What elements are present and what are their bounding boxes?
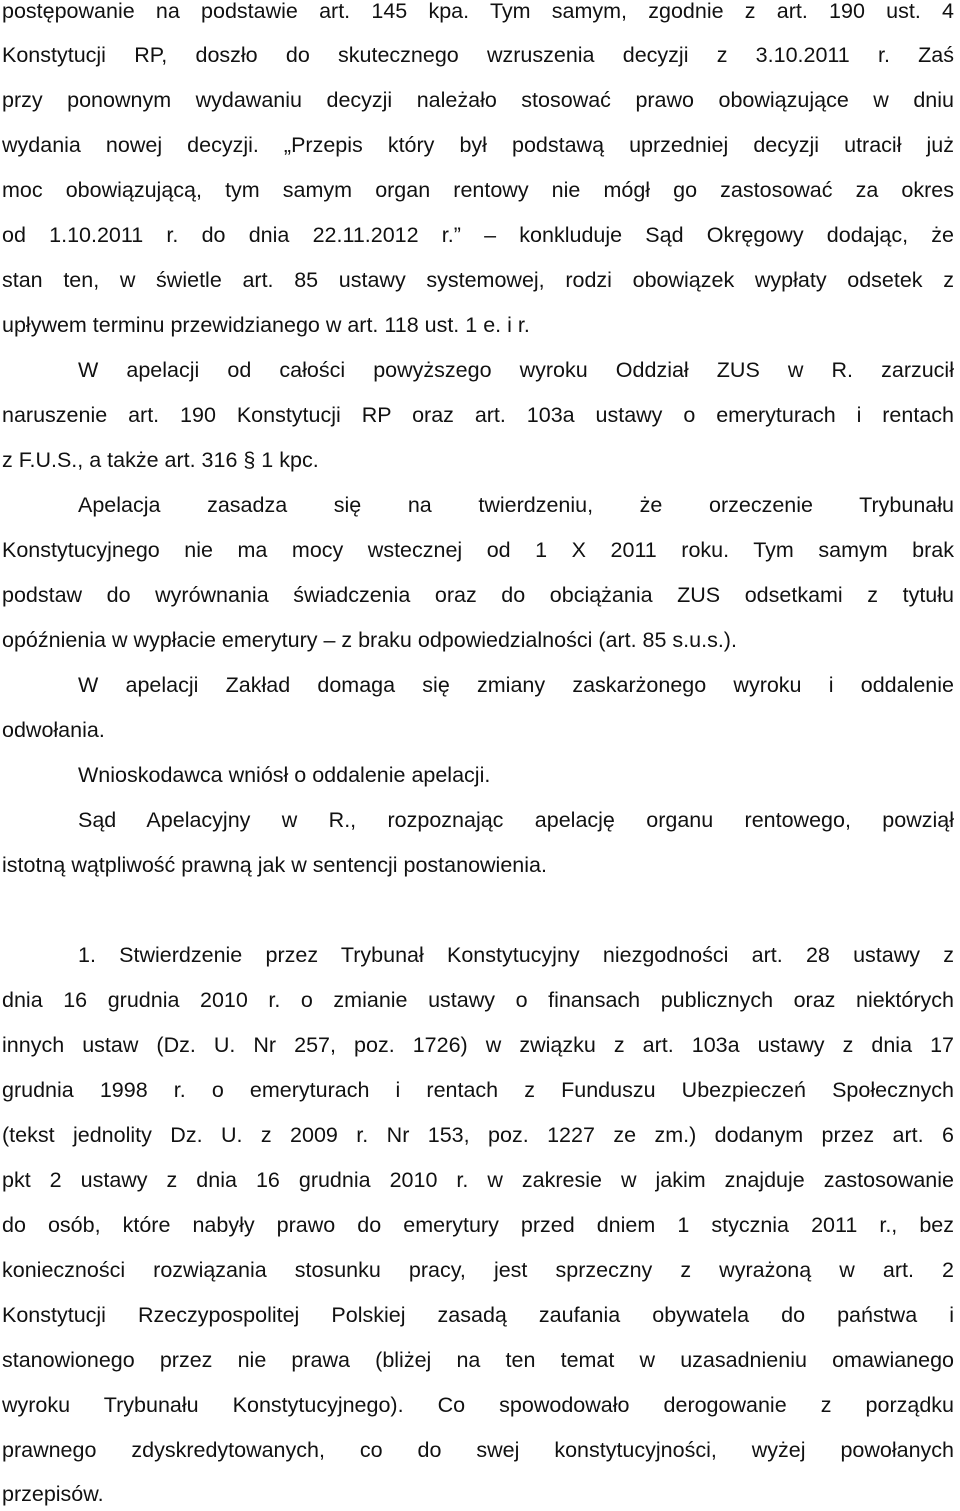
text-line: Konstytucji Rzeczypospolitej Polskiej zasadą zaufania obywatela do państwa i [2,1303,954,1327]
text-line: przy ponownym wydawaniu decyzji należało stosować prawo obowiązujące w dniu [2,88,954,112]
text-line: grudnia 1998 r. o emeryturach i rentach z Funduszu Ubezpieczeń Społecznych [2,1078,954,1102]
text-line: Konstytucji RP, doszło do skutecznego wzruszenia decyzji z 3.10.2011 r. Zaś [2,43,954,67]
text-line: upływem terminu przewidzianego w art. 118 ust. 1 e. i r. [2,313,530,337]
text-line: podstaw do wyrównania świadczenia oraz do obciążania ZUS odsetkami z tytułu [2,583,954,607]
text-line: (tekst jednolity Dz. U. z 2009 r. Nr 153, poz. 1227 ze zm.) dodanym przez art. 6 [2,1123,954,1147]
text-line: Apelacja zasadza się na twierdzeniu, że orzeczenie Trybunału [78,493,954,517]
text-line: przepisów. [2,1482,104,1506]
text-line: wyroku Trybunału Konstytucyjnego). Co spowodowało derogowanie z porządku [2,1393,954,1417]
text-line: stanowionego przez nie prawa (bliżej na ten temat w uzasadnieniu omawianego [2,1348,955,1372]
text-line: istotną wątpliwość prawną jak w sentencji postanowienia. [2,853,547,877]
text-line: pkt 2 ustawy z dnia 16 grudnia 2010 r. w zakresie w jakim znajduje zastosowanie [2,1168,954,1192]
text-line: stan ten, w świetle art. 85 ustawy systemowej, rodzi obowiązek wypłaty odsetek z [2,268,954,292]
text-line: 1. Stwierdzenie przez Trybunał Konstytucyjny niezgodności art. 28 ustawy z [78,943,955,967]
text-line: od 1.10.2011 r. do dnia 22.11.2012 r.” – konkluduje Sąd Okręgowy dodając, że [2,223,954,247]
text-line: postępowanie na podstawie art. 145 kpa. Tym samym, zgodnie z art. 190 ust. 4 [2,0,954,23]
text-line: moc obowiązującą, tym samym organ rentowy nie mógł go zastosować za okres [2,178,954,202]
text-line: Konstytucyjnego nie ma mocy wstecznej od 1 X 2011 roku. Tym samym brak [2,538,954,562]
text-line: naruszenie art. 190 Konstytucji RP oraz art. 103a ustawy o emeryturach i rentach [2,403,954,427]
text-line: dnia 16 grudnia 2010 r. o zmianie ustawy o finansach publicznych oraz niektórych [2,988,954,1012]
text-line: konieczności rozwiązania stosunku pracy, jest sprzeczny z wyrażoną w art. 2 [2,1258,954,1282]
text-line: W apelacji od całości powyższego wyroku Oddział ZUS w R. zarzucił [78,358,954,382]
text-line: opóźnienia w wypłacie emerytury – z braku odpowiedzialności (art. 85 s.u.s.). [2,628,737,652]
text-line: z F.U.S., a także art. 316 § 1 kpc. [2,448,319,472]
text-line: wydania nowej decyzji. „Przepis który był podstawą uprzedniej decyzji utracił już [2,133,955,157]
text-line: do osób, które nabyły prawo do emerytury przed dniem 1 stycznia 2011 r., bez [2,1213,955,1237]
text-line: odwołania. [2,718,105,742]
text-line: innych ustaw (Dz. U. Nr 257, poz. 1726) w związku z art. 103a ustawy z dnia 17 [2,1033,954,1057]
text-line: W apelacji Zakład domaga się zmiany zaskarżonego wyroku i oddalenie [78,673,954,697]
text-line: prawnego zdyskredytowanych, co do swej konstytucyjności, wyżej powołanych [2,1438,954,1462]
text-line: Sąd Apelacyjny w R., rozpoznając apelację organu rentowego, powziął [78,808,955,832]
text-line: Wnioskodawca wniósł o oddalenie apelacji. [78,763,491,787]
